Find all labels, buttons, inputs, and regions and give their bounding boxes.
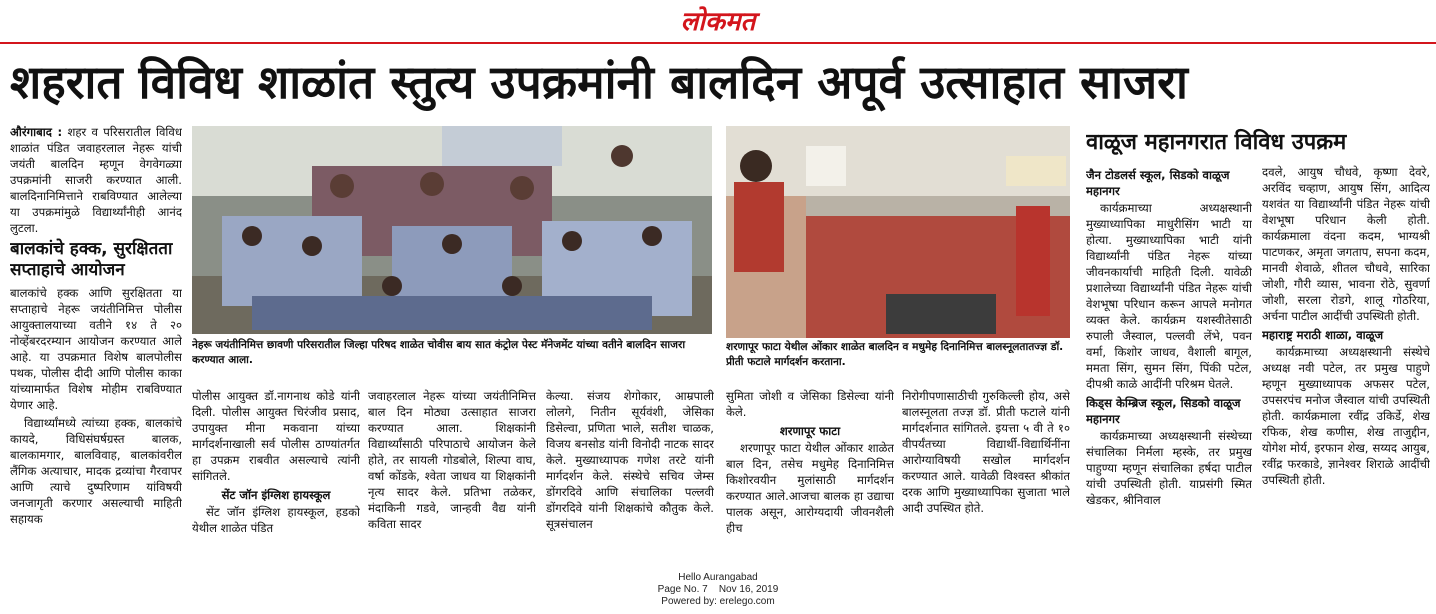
- section-heading-sharanapur: शरणापूर फाटा: [779, 424, 841, 438]
- sidebox-column-2: [1262, 164, 1430, 568]
- article-column-4: [546, 388, 714, 568]
- photo-classroom-guidance-image: [726, 126, 1070, 338]
- photo-classroom-guidance: [726, 126, 1070, 338]
- photo-children-group: [192, 126, 712, 334]
- paragraph: केल्या. संजय शेगोकार, आम्रपाली लोलगे, नितीन सूर्यवंशी, जेसिका डिसेल्वा, प्रणिता भाले, सतीश चाळक, विजय बनसोड यांनी विनोदी नाटक सादर केले. मुख्याध्यापक गणेश तरटे यांनी मार्गदर्शन केले. संस्थेचे सचिव जेम्स डोंगरदिवे आणि संचालिका पल्लवी डोंगरदिवे यांनी शिक्षकांचे कौतुक केले. सूत्रसंचालन: [546, 389, 714, 531]
- footer-powered-by: Powered by: erelego.com: [661, 596, 775, 607]
- dateline: औरंगाबाद :: [10, 125, 63, 139]
- section-heading-kids-cambridge: किड्स केम्ब्रिज स्कूल, सिडको वाळूज महानगर: [1086, 396, 1241, 426]
- article-column-2: [192, 388, 360, 568]
- section-heading-jain-toddlers: जैन टोडलर्स स्कूल, सिडको वाळूज महानगर: [1086, 168, 1230, 198]
- page-footer: [0, 572, 1436, 608]
- article-column-3: [368, 388, 536, 568]
- intro-text: शहर व परिसरातील विविध शाळांत पंडित जवाहरलाल नेहरू यांची जयंती बालदिन म्हणून वेगवेगळ्या उपक्रमांनी साजरी करण्यात आली. बालदिनानिमित्ताने राबविण्यात आलेल्या या उपक्रमांमुळे विद्यार्थ्यांनीही आनंद लुटला.: [10, 125, 182, 235]
- masthead: [0, 0, 1436, 44]
- paragraph: कार्यक्रमाच्या अध्यक्षस्थानी संस्थेच्या संचालिका निर्मला म्हस्के, तर प्रमुख पाहुण्या म्हणून संचालिका हर्षदा पाटील यांची उपस्थिती होती. याप्रसंगी स्मित खेडकर, श्रीनिवाल: [1086, 429, 1252, 507]
- intro-paragraph: [10, 124, 182, 236]
- paragraph: कार्यक्रमाच्या अध्यक्षस्थानी मुख्याध्यापिका माधुरीसिंग भाटी या होत्या. मुख्याध्यापिका भाटी यांनी विद्यार्थ्यांनी पंडित नेहरू यांच्या जीवनकार्याची माहिती दिली. यावेळी प्रशालेच्या विद्यार्थ्यांनी पंडित नेहरू यांची वेशभूषा परिधान करून आपले मनोगत व्यक्त केले. कार्यक्रम यशस्वीतेसाठी रुपाली जैस्वाल, पल्लवी लेंभे, पवन वर्मा, किशोर जाधव, वैशाली बागूल, ममता सिंग, सुमन सिंग, पिंकी पटेल, दीपश्री काळे आदींनी परिश्रम घेतले.: [1086, 201, 1252, 391]
- photo-classroom-caption: शरणापूर फाटा येथील ओंकार शाळेत बालदिन व मधुमेह दिनानिमित्त बालस्नूलतातज्ज्ञ डॉ. प्रीती फटाले मार्गदर्शन करताना.: [726, 341, 1064, 368]
- section-heading-maharashtra-marathi: महाराष्ट्र मराठी शाळा, वाळूज: [1262, 328, 1384, 342]
- lokmat-logo: लोकमत: [680, 7, 756, 37]
- paragraph: पोलीस आयुक्त डॉ.नागनाथ कोडे यांनी दिली. पोलीस आयुक्त चिरंजीव प्रसाद, उपायुक्त मीना मकवाना यांच्या मार्गदर्शनाखाली सर्व पोलीस ठाण्यांतर्गत हा उपक्रम राबवीत असल्याचे त्यांनी सांगितले.: [192, 389, 360, 483]
- paragraph: बालकांचे हक्क आणि सुरक्षितता या सप्ताहाचे नेहरू जयंतीनिमित्त पोलीस आयुक्तालयाच्या वतीने १४ ते २० नोव्हेंबरदरम्यान आयोजन करण्यात आले आहे. या उपक्रमात विशेष बालपोलीस पथक, पोलीस दीदी आणि पोलीस काका यांच्यामार्फत विशेष मोहीम राबविण्यात येणार आहे.: [10, 286, 182, 412]
- photo-children-group-caption: नेहरू जयंतीनिमित्त छावणी परिसरातील जिल्हा परिषद शाळेत चोवीस बाय सात कंट्रोल पेस्ट मॅनेजमेंट यांच्या वतीने बालदिन साजरा करण्यात आला.: [192, 339, 686, 366]
- paragraph: दवले, आयुष चौधवे, कृष्णा देवरे, अरविंद चव्हाण, आयुष सिंग, आदित्य यशवंत या विद्यार्थ्यांनी पंडित नेहरू यांची वेशभूषा परिधान केली होती. कार्यक्रमाला वंदना कदम, भाग्यश्री पाटणकर, अमृता जगताप, सपना कदम, मानवी शेवाळे, शीतल चौधवे, सारिका जोशी, गौरी व्यास, भावना रोठे, सुवर्णा जोशी, सरला रोडगे, शालू गोठरिया, अर्चना पाटील आदींची उपस्थिती होती.: [1262, 165, 1430, 323]
- paragraph: शरणापूर फाटा येथील ओंकार शाळेत बाल दिन, तसेच मधुमेह दिनानिमित्त किशोरवयीन मुलांसाठी मार्गदर्शन करण्यात आले.आजचा बालक हा उद्याचा पालक असून, आरोग्यदायी जीवनशैली हीच: [726, 441, 894, 535]
- masthead-rule: [0, 42, 1436, 44]
- article-column-1: [10, 124, 182, 568]
- paragraph: सेंट जॉन इंग्लिश हायस्कूल, हडको येथील शाळेत पंडित: [192, 505, 360, 535]
- sidebox-title: वाळूज महानगरात विविध उपक्रम: [1086, 130, 1347, 155]
- sidebox-column-1: [1086, 164, 1252, 568]
- article-column-6: [902, 388, 1070, 568]
- photo-children-group-image: [192, 126, 712, 334]
- footer-page-date: Page No. 7 Nov 16, 2019: [657, 584, 779, 595]
- paragraph: निरोगीपणासाठीची गुरुकिल्ली होय, असे बालस्नूलता तज्ज्ञ डॉ. प्रीती फटाले यांनी मार्गदर्शनात सांगितले. इयत्ता ५ वी ते १० वीपर्यंतच्या विद्यार्थी-विद्यार्थिनींना आरोग्याविषयी सखोल मार्गदर्शन करण्यात आले. यावेळी विश्वस्त श्रीकांत दरक आणि मुख्याध्यापिका सुजाता भाले आदी उपस्थित होते.: [902, 389, 1070, 515]
- paragraph: जवाहरलाल नेहरू यांच्या जयंतीनिमित्त बाल दिन मोठ्या उत्साहात साजरा करण्यात आला. शिक्षकांनी विद्यार्थ्यांसाठी परिपाठाचे आयोजन केले होते, तर सायली गोडबोले, शिल्पा वाघ, वर्षा कोंडके, श्वेता जाधव या शिक्षकांनी नृत्य सादर केले. प्रतिभा तळेकर, मंदाकिनी गडवे, जान्हवी वैद्य यांनी कविता सादर: [368, 389, 536, 531]
- article-column-5: [726, 388, 894, 568]
- paragraph: सुमिता जोशी व जेसिका डिसेल्वा यांनी केले.: [726, 389, 894, 419]
- paragraph: कार्यक्रमाच्या अध्यक्षस्थानी संस्थेचे अध्यक्ष नवी पटेल, तर प्रमुख पाहुणे म्हणून मुख्याध्यापक अफसर पटेल, उपसरपंच मनोज जैस्वाल यांची उपस्थिती होती. कार्यक्रमाला रवींद्र उकिर्डे, शेख रफिक, शेख कणीस, शेख ताजुद्दीन, योगेश मोर्य, इरफान शेख, सय्यद आयुब, रवींद्र फरकाडे, ज्ञानेश्वर शिराळे आदींची उपस्थिती होती.: [1262, 345, 1430, 487]
- article-subhead: बालकांचे हक्क, सुरक्षितता सप्ताहाचे आयोजन: [10, 239, 173, 280]
- page-headline: शहरात विविध शाळांत स्तुत्य उपक्रमांनी बालदिन अपूर्व उत्साहात साजरा: [10, 55, 1188, 109]
- footer-edition: Hello Aurangabad: [678, 572, 758, 583]
- section-heading-st-john: सेंट जॉन इंग्लिश हायस्कूल: [221, 488, 331, 502]
- paragraph: विद्यार्थ्यांमध्ये त्यांच्या हक्क, बालकांचे कायदे, विधिसंघर्षग्रस्त बालक, बालकामगार, बालविवाह, बालकांवरील लैंगिक अत्याचार, मादक द्रव्यांचा गैरवापर आणि त्याचे दुष्परिणाम यांविषयी जनजागृती करणार असल्याची माहिती सहायक: [10, 416, 182, 526]
